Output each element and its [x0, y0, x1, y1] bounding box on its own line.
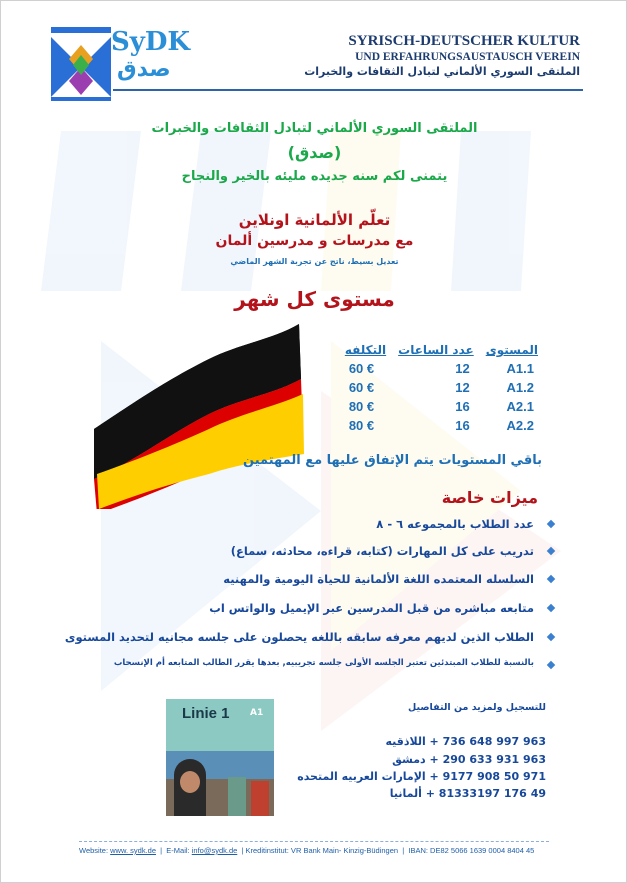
course-subtitle: مع مدرسات و مدرسين ألمان — [215, 233, 414, 249]
table-header-row — [339, 341, 544, 359]
org-name-arabic: الملتقى السوري الألماني لتبادل الثقافات والخبرات — [304, 65, 580, 78]
cost-cell: 60 € — [348, 361, 375, 376]
level-cell: A1.1 — [506, 361, 534, 376]
website-label: Website: — [79, 846, 109, 855]
hours-cell: 12 — [455, 361, 470, 376]
logo-mosaic — [51, 27, 111, 101]
book-title: Linie 1 — [182, 705, 230, 722]
level-cell: A2.1 — [506, 399, 534, 414]
table-row — [339, 416, 544, 435]
col-hours: عدد الساعات — [398, 343, 474, 357]
website-link[interactable]: www. sydk.de — [110, 846, 156, 855]
feature-item — [65, 630, 534, 644]
greeting-line1: الملتقى السوري الألماني لتبادل الثقافات والخبرات — [151, 121, 478, 136]
feature-text: الطلاب الذين لديهم معرفه سابقه باللغه يحصلون على جلسه مجانيه لتحديد المستوى — [64, 630, 534, 644]
hours-cell: 12 — [455, 380, 470, 395]
level-cell: A1.2 — [506, 380, 534, 395]
german-flag-image — [89, 319, 304, 509]
level-cell: A2.2 — [506, 418, 534, 433]
col-level: المستوى — [485, 343, 538, 357]
hours-cell: 16 — [455, 418, 470, 433]
book-level: A1 — [250, 708, 264, 718]
org-name-line1: SYRISCH-DEUTSCHER KULTUR — [348, 33, 580, 49]
iban-info: IBAN: DE82 5066 1639 0004 8404 45 — [408, 846, 535, 855]
bank-info: Kreditinstitut: VR Bank Main- Kinzig-Büdingen — [245, 846, 399, 855]
other-levels-note: باقي المستويات يتم الإتفاق عليها مع المهتمين — [243, 453, 542, 468]
greeting-line2: (صدق) — [287, 143, 342, 162]
cost-cell: 80 € — [348, 399, 375, 414]
contact-line-uae: 971 50 908 9177 + الإمارات العربيه المتحده — [297, 770, 546, 783]
cost-cell: 80 € — [348, 418, 375, 433]
table-row — [339, 359, 544, 378]
logo-arabic: صدق — [117, 57, 171, 82]
contact-line-germany: 49 176 81333197 + ألمانيا — [389, 787, 546, 800]
logo-latin: SyDK — [111, 27, 191, 57]
feature-item — [209, 601, 534, 615]
feature-item — [376, 517, 534, 531]
cost-cell: 60 € — [348, 380, 375, 395]
greeting-line3: يتمنى لكم سنه جديده مليئه بالخير والنجاح — [181, 169, 448, 184]
feature-item — [223, 572, 534, 586]
contact-line-damascus: 963 931 633 290 + دمشق — [392, 753, 546, 766]
table-row — [339, 378, 544, 397]
footer-divider — [79, 841, 549, 842]
contact-intro: للتسجيل ولمزيد من التفاصيل — [408, 702, 546, 713]
header-divider — [113, 89, 583, 91]
table-row — [339, 397, 544, 416]
email-link[interactable]: info@sydk.de — [191, 846, 238, 855]
org-name-line2: UND ERFAHRUNGSAUSTAUSCH VEREIN — [355, 51, 580, 63]
hours-cell: 16 — [455, 399, 470, 414]
levels-table — [339, 341, 544, 435]
footer: Website: www. sydk.de | E-Mail: info@sydk.de | Kreditinstitut: VR Bank Main- Kinzig-Büdingen | IBAN: DE82 5066 1639 0004 8404 45 — [79, 846, 535, 855]
level-per-month: مستوى كل شهر — [234, 287, 395, 311]
feature-text: عدد الطلاب بالمجموعه ٦ - ٨ — [376, 517, 534, 531]
email-label: E-Mail: — [166, 846, 190, 855]
feature-item — [231, 544, 534, 558]
course-note: تعديل بسيط، ناتج عن تجربة الشهر الماضي — [230, 257, 399, 266]
contact-line-latakia: 963 997 648 736 + اللاذقيه — [385, 735, 546, 748]
feature-text: بالنسبة للطلاب المبتدئين تعتبر الجلسه الأولى جلسه تجريبيه, بعدها يقرر الطالب المتابعه أم الإنسحاب — [113, 658, 534, 668]
feature-text: تدريب على كل المهارات (كتابه، قراءه، محادثه، سماع) — [230, 544, 534, 558]
course-title: تعلّم الألمانية اونلاين — [238, 211, 391, 229]
feature-text: متابعه مباشره من قبل المدرسين عبر الإيميل والواتس اب — [209, 601, 534, 615]
feature-item — [114, 658, 534, 668]
col-cost: التكلفه — [344, 343, 387, 357]
book-cover-image — [166, 699, 274, 816]
feature-text: السلسله المعتمده اللغة الألمانية للحياة اليومية والمهنيه — [223, 572, 534, 586]
features-title: ميزات خاصة — [441, 488, 538, 507]
